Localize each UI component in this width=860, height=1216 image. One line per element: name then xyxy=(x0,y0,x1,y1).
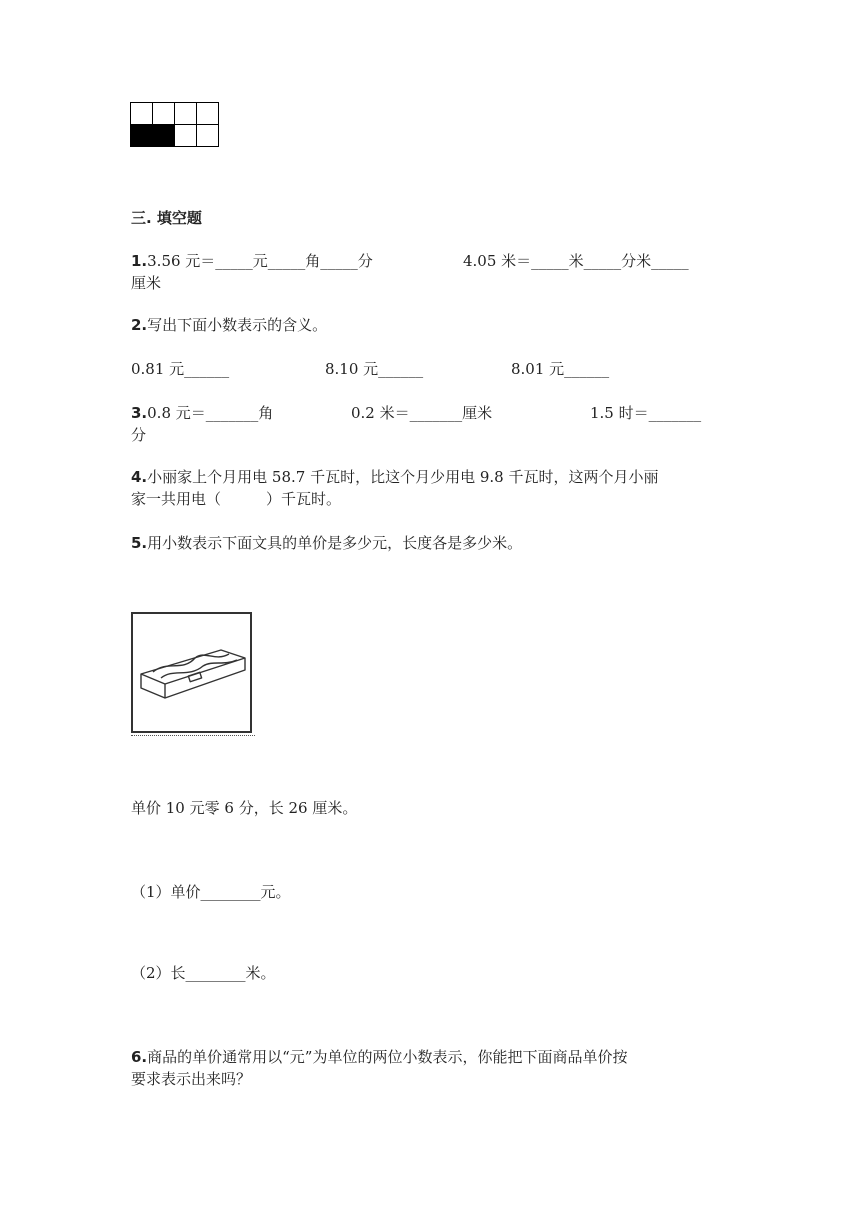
q3-part-a: 0.8 元＝_______角 xyxy=(147,404,274,422)
question-number: 6. xyxy=(131,1048,148,1066)
pencil-case-icon xyxy=(133,614,250,731)
q5-text: 用小数表示下面文具的单价是多少元，长度各是多少米。 xyxy=(147,534,523,552)
grid-cell xyxy=(175,103,197,125)
section-title: 三. 填空题 xyxy=(131,209,202,227)
pencil-case-picture xyxy=(131,612,252,733)
grid-cell xyxy=(153,125,175,147)
q4-line2: 家一共用电（ ）千瓦时。 xyxy=(131,490,342,508)
question-number: 2. xyxy=(131,316,148,334)
grid-cell xyxy=(197,125,219,147)
question-6 xyxy=(131,1046,627,1068)
question-number: 4. xyxy=(131,468,148,486)
question-number: 3. xyxy=(131,404,148,422)
q1-part-a: 3.56 元＝_____元_____角_____分 xyxy=(147,252,373,270)
question-1 xyxy=(131,250,373,272)
q6-line1: 商品的单价通常用以“元”为单位的两位小数表示，你能把下面商品单价按 xyxy=(147,1048,628,1066)
question-3 xyxy=(131,402,273,424)
q3-part-d: 分 xyxy=(131,426,147,444)
q6-line2: 要求表示出来吗？ xyxy=(131,1070,252,1088)
q2-text: 写出下面小数表示的含义。 xyxy=(147,316,328,334)
grid-cell xyxy=(131,103,153,125)
q2-item-a: 0.81 元______ xyxy=(131,360,230,378)
q2-item-c: 8.01 元______ xyxy=(511,360,610,378)
q5-description: 单价 10 元零 6 分，长 26 厘米。 xyxy=(131,799,358,817)
question-number: 5. xyxy=(131,534,148,552)
q1-part-b: 4.05 米＝_____米_____分米_____ xyxy=(463,252,689,270)
q5-part-1: （1）单价________元。 xyxy=(131,883,291,901)
question-4 xyxy=(131,466,658,488)
question-2 xyxy=(131,314,327,336)
grid-cell xyxy=(153,103,175,125)
q3-part-c: 1.5 时＝_______ xyxy=(590,404,702,422)
picture-underline xyxy=(131,735,255,736)
q5-part-2: （2）长________米。 xyxy=(131,964,276,982)
question-number: 1. xyxy=(131,252,148,270)
grid-cell xyxy=(131,125,153,147)
grid-cell xyxy=(175,125,197,147)
q4-line1: 小丽家上个月用电 58.7 千瓦时，比这个月少用电 9.8 千瓦时，这两个月小丽 xyxy=(147,468,659,486)
q3-part-b: 0.2 米＝_______厘米 xyxy=(351,404,493,422)
q2-item-b: 8.10 元______ xyxy=(325,360,424,378)
grid-cell xyxy=(197,103,219,125)
question-5 xyxy=(131,532,522,554)
q1-part-c: 厘米 xyxy=(131,274,162,292)
fraction-grid xyxy=(130,102,219,147)
